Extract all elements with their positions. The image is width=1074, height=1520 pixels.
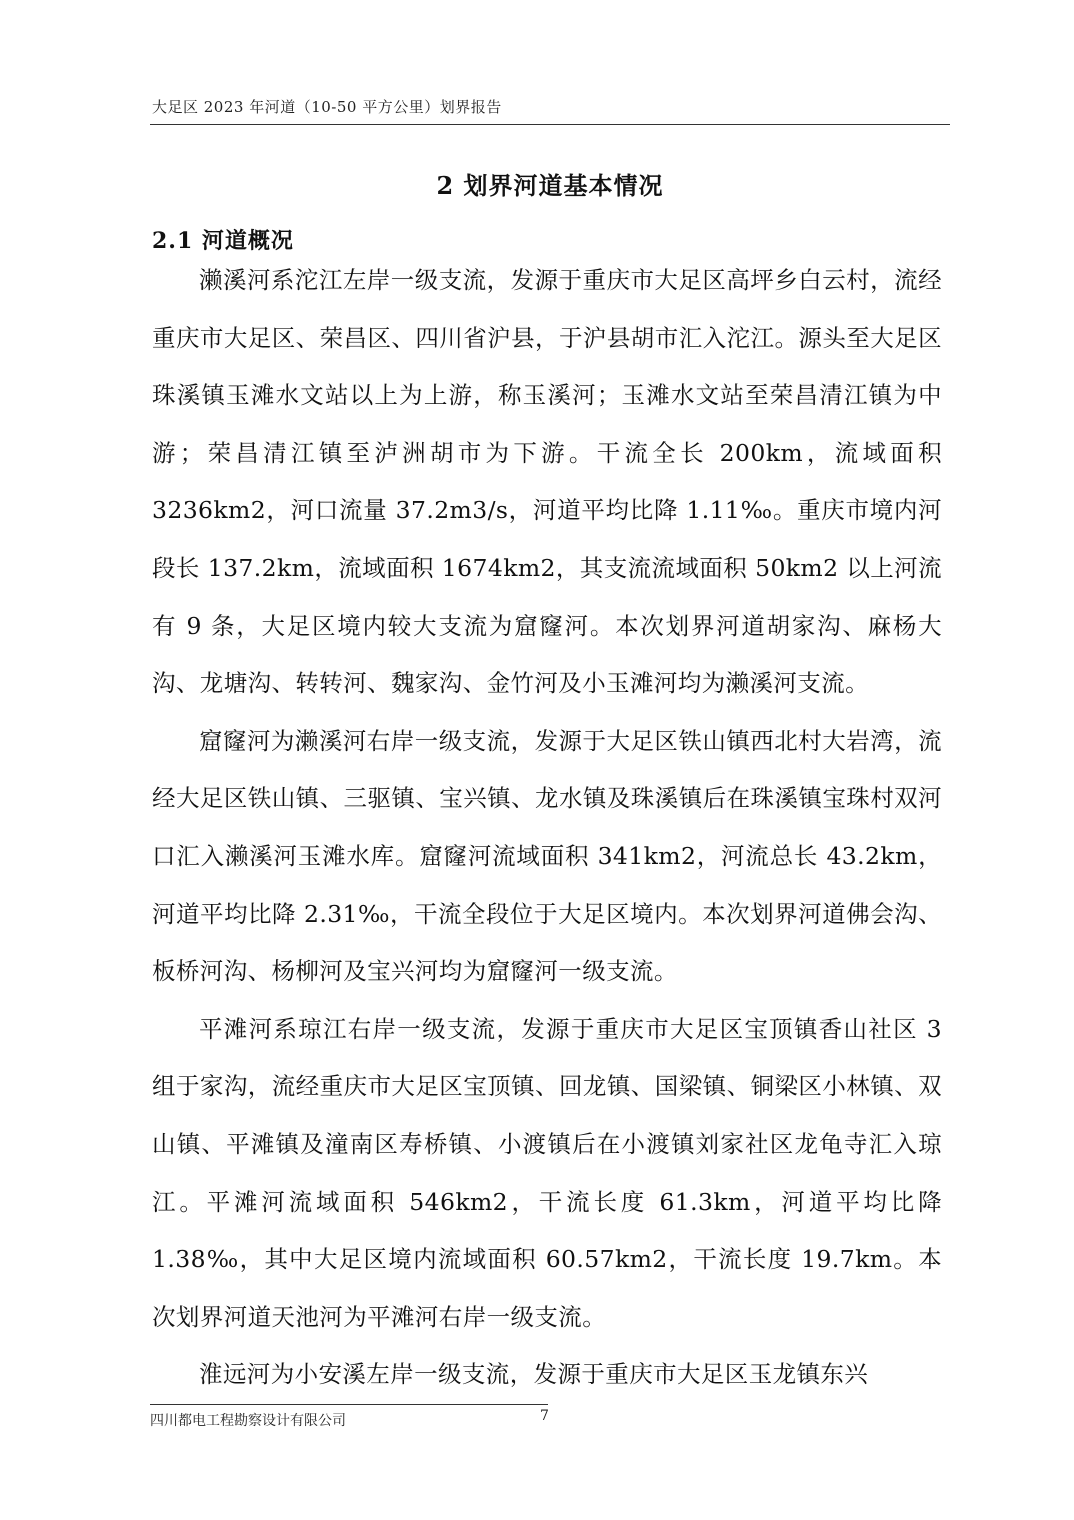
header-divider <box>150 124 950 125</box>
body-text <box>152 252 942 1404</box>
footer-divider <box>150 1404 548 1405</box>
footer-company: 四川都电工程勘察设计有限公司 <box>150 1413 346 1429</box>
page-header: 大足区 2023 年河道（10-50 平方公里）划界报告 <box>152 98 502 116</box>
paragraph-huaiyuan-river: 淮远河为小安溪左岸一级支流，发源于重庆市大足区玉龙镇东兴 <box>199 1360 869 1389</box>
chapter-title: 2 划界河道基本情况 <box>436 171 664 200</box>
paragraph-kulong-river: 窟窿河为濑溪河右岸一级支流，发源于大足区铁山镇西北村大岩湾，流经大足区铁山镇、三驱镇、宝兴镇、龙水镇及珠溪镇后在珠溪镇宝珠村双河口汇入濑溪河玉滩水库。窟窿河流域面积 341km2，河流总长 43.2km，河道平均比降 2.31‰，干流全段位于大足区境内。本次划界河道佛会沟、板桥河沟、杨柳河及宝兴河均为窟窿河一级支流。 <box>152 726 942 986</box>
section-title: 2.1 河道概况 <box>152 228 294 254</box>
paragraph-laixi-river: 濑溪河系沱江左岸一级支流，发源于重庆市大足区高坪乡白云村，流经重庆市大足区、荣昌区、四川省沪县，于沪县胡市汇入沱江。源头至大足区珠溪镇玉滩水文站以上为上游，称玉溪河；玉滩水文站至荣昌清江镇为中游；荣昌清江镇至泸洲胡市为下游。干流全长 200km，流域面积 3236km2，河口流量 37.2m3/s，河道平均比降 1.11‰。重庆市境内河段长 137.2km，流域面积 1674km2，其支流流域面积 50km2 以上河流有 9 条，大足区境内较大支流为窟窿河。本次划界河道胡家沟、麻杨大沟、龙塘沟、转转河、魏家沟、金竹河及小玉滩河均为濑溪河支流。 <box>152 266 942 698</box>
paragraph-pingtan-river: 平滩河系琼江右岸一级支流，发源于重庆市大足区宝顶镇香山社区 3 组于家沟，流经重庆市大足区宝顶镇、回龙镇、国梁镇、铜梁区小林镇、双山镇、平滩镇及潼南区寿桥镇、小渡镇后在小渡镇刘家社区龙龟寺汇入琼江。平滩河流域面积 546km2，干流长度 61.3km，河道平均比降 1.38‰，其中大足区境内流域面积 60.57km2，干流长度 19.7km。本次划界河道天池河为平滩河右岸一级支流。 <box>152 1014 942 1331</box>
page-number: 7 <box>540 1408 549 1424</box>
